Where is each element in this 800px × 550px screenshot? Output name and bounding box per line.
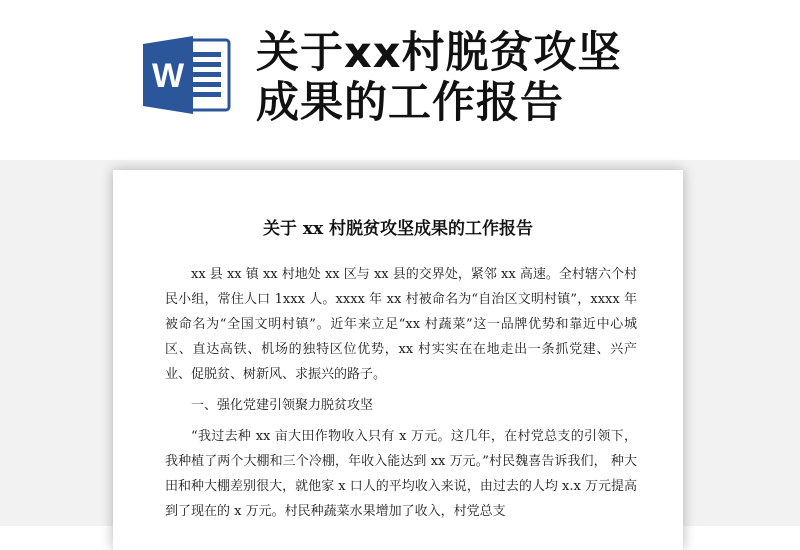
section-heading: 一、强化党建引领聚力脱贫攻坚 (191, 398, 374, 413)
word-letter: W (151, 57, 185, 95)
document-body (165, 262, 637, 530)
banner (0, 0, 800, 160)
banner-title (256, 28, 776, 128)
document-title: 关于 xx 村脱贫攻坚成果的工作报告 (262, 219, 534, 239)
word-icon (141, 34, 231, 116)
banner-title-line-2: 成果的工作报告 (256, 78, 564, 128)
paragraph-intro: xx 县 xx 镇 xx 村地处 xx 区与 xx 县的交界处，紧邻 xx 高速。全村辖六个村民小组，常住人口 1xxx 人。xxxx 年 xx 村被命名为“自治区文明村镇”，xxxx 年被命名为“全国文明村镇”。近年来立足“xx 村蔬菜”这一品牌优势和靠近中心城区、直达高铁、机场的独特区位优势，xx 村实实在在地走出一条抓党建、兴产业、促脱贫、树新风、求振兴的路子。 (165, 267, 637, 382)
document-page (113, 170, 683, 550)
paragraph-quote: “我过去种 xx 亩大田作物收入只有 x 万元。这几年，在村党总支的引领下， 我种植了两个大棚和三个冷棚，年收入能达到 xx 万元。”村民魏喜告诉我们， 种大田和种大棚差别很大，就他家 x 口人的平均收入来说，由过去的人均 x.x 万元提高到了现在的 x 万元。村民种蔬菜水果增加了收入，村党总支 (165, 429, 637, 519)
banner-title-line-1: 关于xx村脱贫攻坚 (256, 28, 622, 78)
